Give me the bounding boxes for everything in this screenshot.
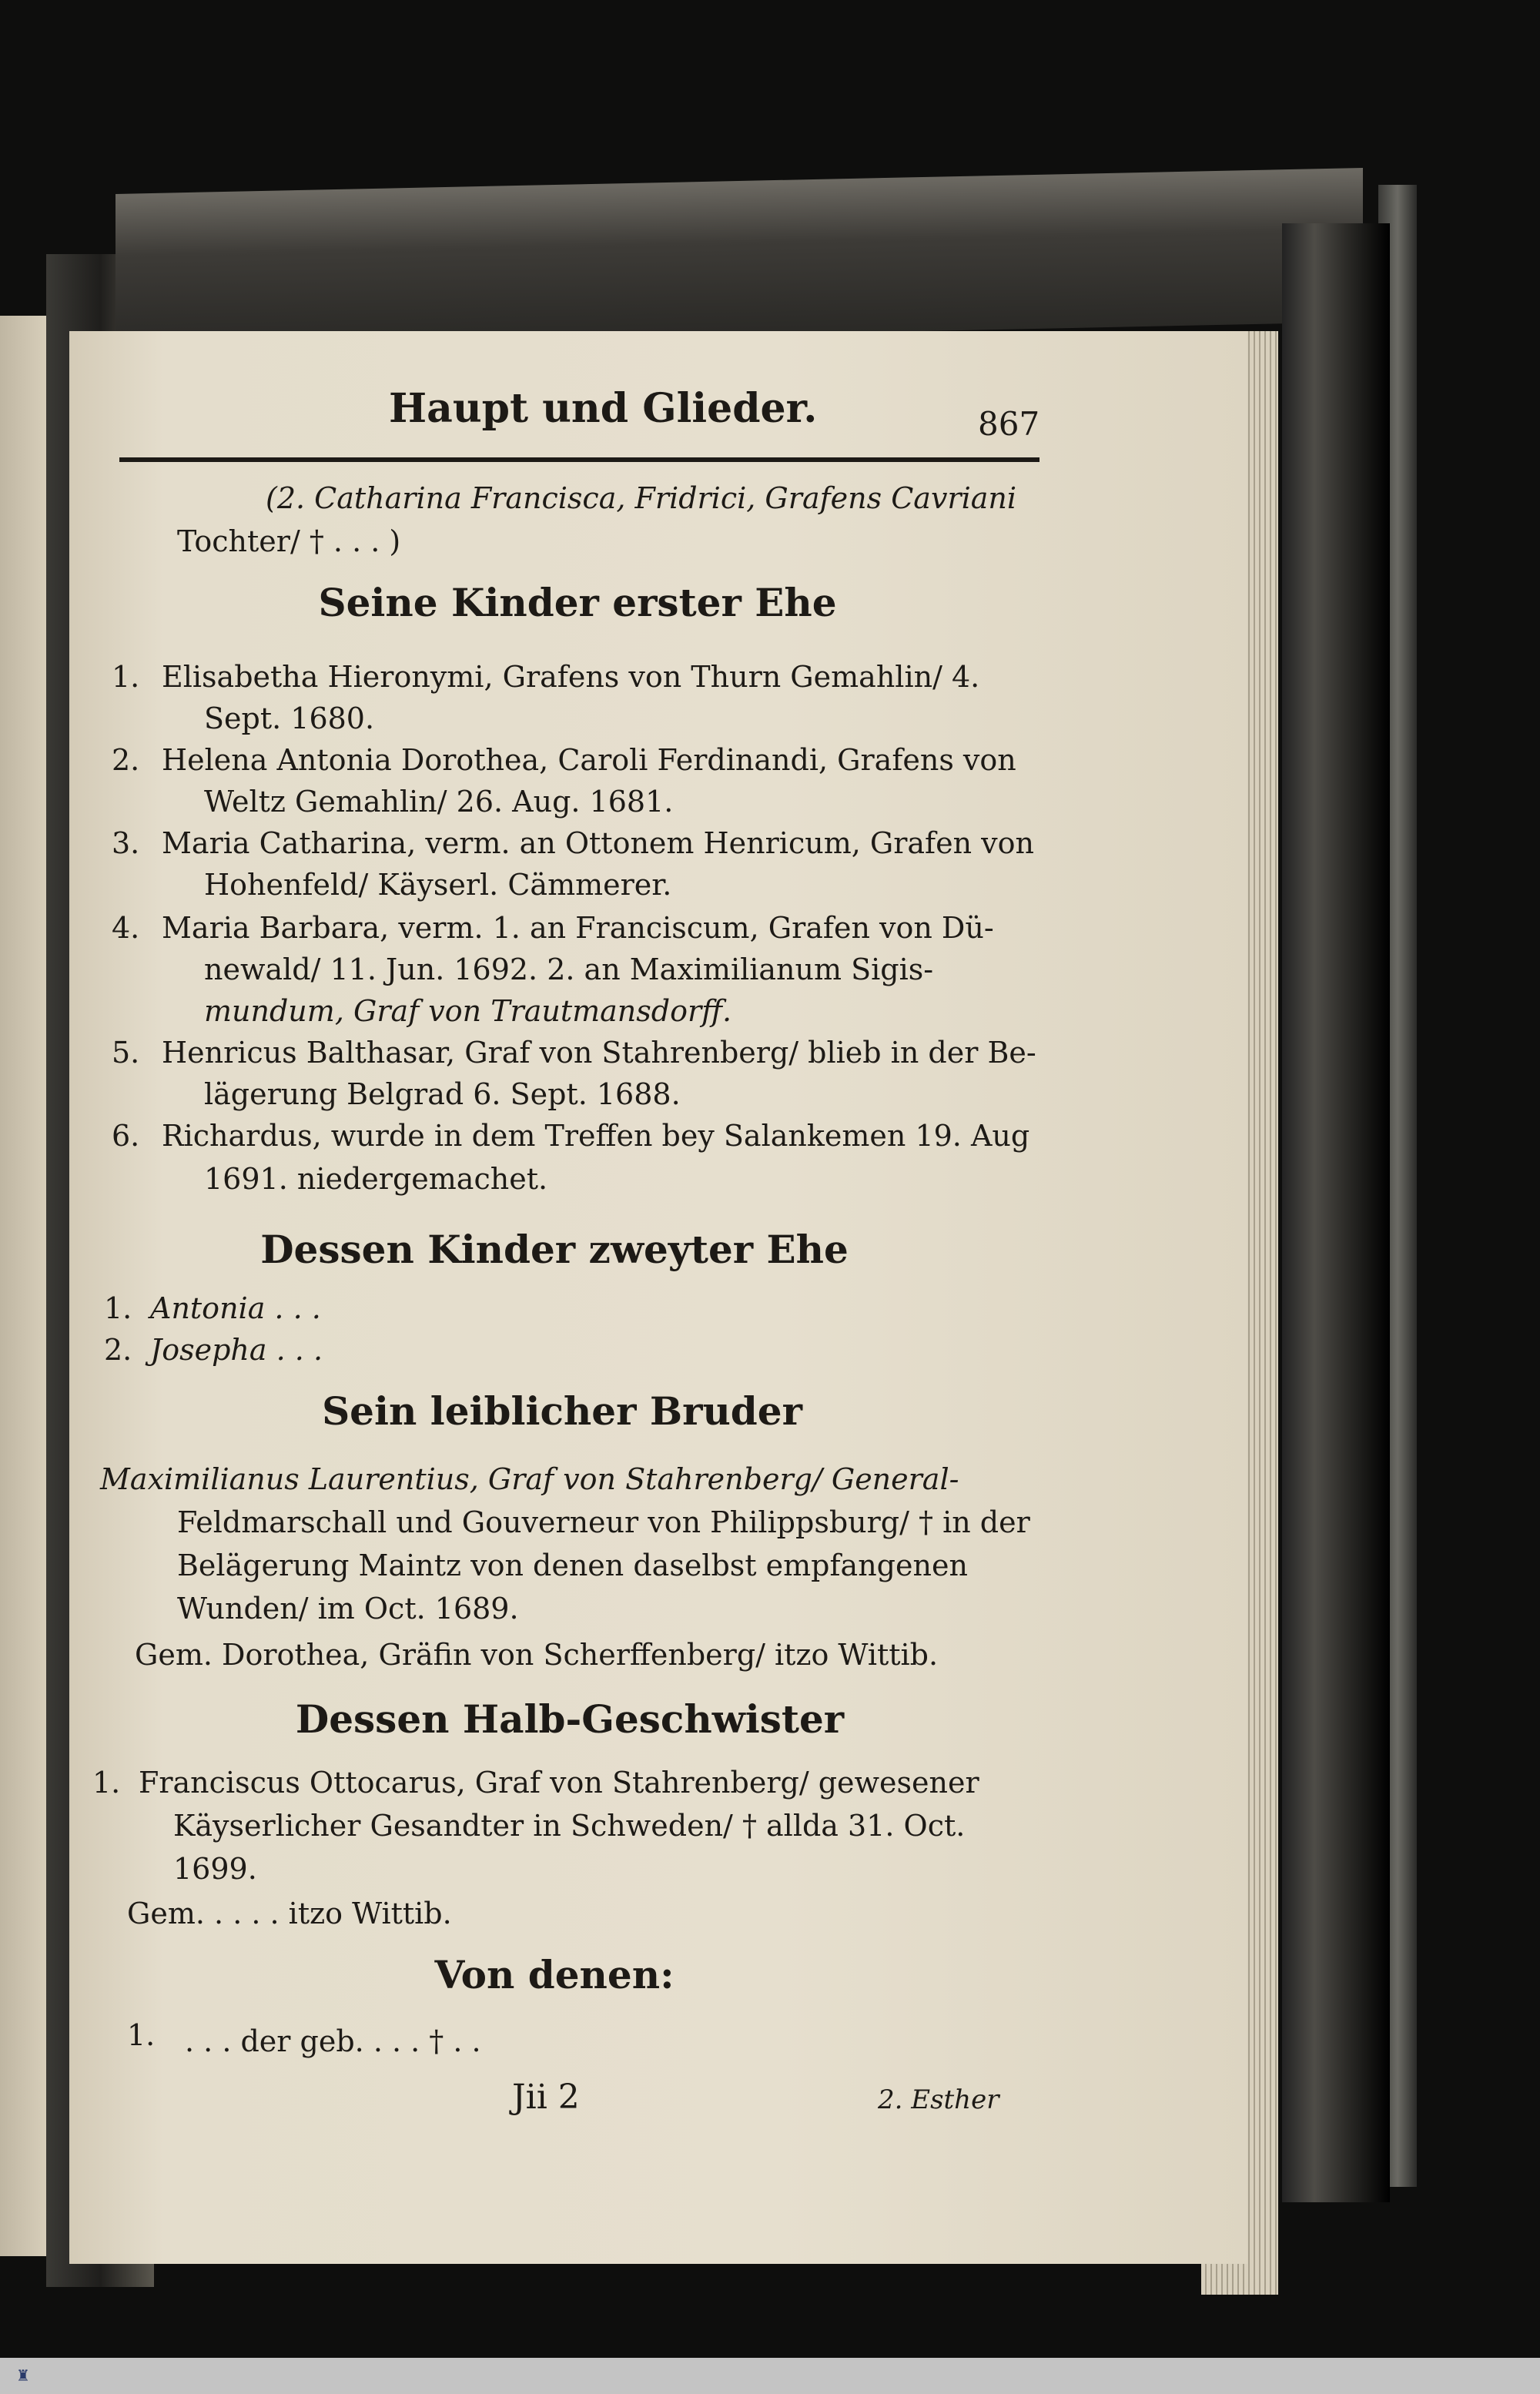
paragraph-line: Belägerung Maintz von denen daselbst empfangenen [177,1549,968,1582]
intro-line-2: Tochter/ † . . . ) [177,524,401,558]
section-heading-half-siblings: Dessen Halb-Geschwister [295,1696,845,1742]
signature-mark: Jii 2 [512,2078,580,2117]
book-fore-edge [1282,223,1390,2202]
list-item-number: 1. [127,2018,156,2052]
paragraph-line: Maximilianus Laurentius, Graf von Stahrenberg/ General- [100,1462,959,1496]
list-item-number: 3. [112,826,140,860]
list-item-number: 2. [112,743,140,777]
list-item-line: 1699. [173,1852,257,1886]
paragraph-line: Wunden/ im Oct. 1689. [177,1592,519,1626]
list-item-line: Elisabetha Hieronymi, Grafens von Thurn Gemahlin/ 4. [162,660,980,694]
list-item-line: Richardus, wurde in dem Treffen bey Salankemen 19. Aug [162,1119,1030,1153]
spouse-line: Gem. . . . . itzo Wittib. [127,1897,452,1930]
list-item-line: Helena Antonia Dorothea, Caroli Ferdinandi, Grafens von [162,743,1016,777]
list-item-line: Josepha . . . [150,1333,323,1367]
list-item-line: Maria Barbara, verm. 1. an Franciscum, Grafen von Dü- [162,911,994,945]
list-item-line: Hohenfeld/ Käyserl. Cämmerer. [204,868,672,902]
viewer-bottom-bar [0,2358,1540,2394]
section-heading-first-marriage: Seine Kinder erster Ehe [318,580,837,625]
list-item-line: Weltz Gemahlin/ 26. Aug. 1681. [204,785,674,819]
list-item-line: . . . der geb. . . . † . . [185,2024,481,2058]
section-heading-descendants: Von denen: [434,1952,675,1997]
list-item-line: Antonia . . . [150,1291,321,1325]
header-rule [119,457,1040,462]
list-item-line: 1691. niedergemachet. [204,1162,548,1196]
list-item-number: 2. [104,1333,132,1367]
list-item-number: 5. [112,1036,140,1070]
list-item-number: 6. [112,1119,140,1153]
list-item-number: 1. [112,660,140,694]
spouse-line: Gem. Dorothea, Gräfin von Scherffenberg/ itzo Wittib. [135,1638,939,1672]
list-item-line: Käyserlicher Gesandter in Schweden/ † allda 31. Oct. [173,1809,966,1843]
page-number: 867 [978,405,1040,443]
list-item-line: Maria Catharina, verm. an Ottonem Henricum, Grafen von [162,826,1034,860]
list-item-line: mundum, Graf von Trautmansdorff. [204,994,732,1028]
list-item-line: Franciscus Ottocarus, Graf von Stahrenberg/ gewesener [139,1766,979,1800]
list-item-number: 1. [104,1291,132,1325]
list-item-line: Sept. 1680. [204,701,375,735]
running-head: Haupt und Glieder. [389,385,818,432]
catchword: 2. Esther [878,2084,999,2115]
list-item-number: 1. [92,1766,121,1800]
paragraph-line: Feldmarschall und Gouverneur von Philippsburg/ † in der [177,1505,1030,1539]
list-item-line: newald/ 11. Jun. 1692. 2. an Maximilianum Sigis- [204,953,934,986]
list-item-line: lägerung Belgrad 6. Sept. 1688. [204,1077,681,1111]
section-heading-second-marriage: Dessen Kinder zweyter Ehe [260,1227,849,1272]
list-item-line: Henricus Balthasar, Graf von Stahrenberg/ blieb in der Be- [162,1036,1036,1070]
intro-line-1: (2. Catharina Francisca, Fridrici, Grafens Cavriani [266,481,1017,515]
library-logo-icon: ♜ [16,2366,30,2385]
list-item-number: 4. [112,911,140,945]
book-top-edge [116,168,1363,348]
section-heading-brother: Sein leiblicher Bruder [322,1388,802,1434]
